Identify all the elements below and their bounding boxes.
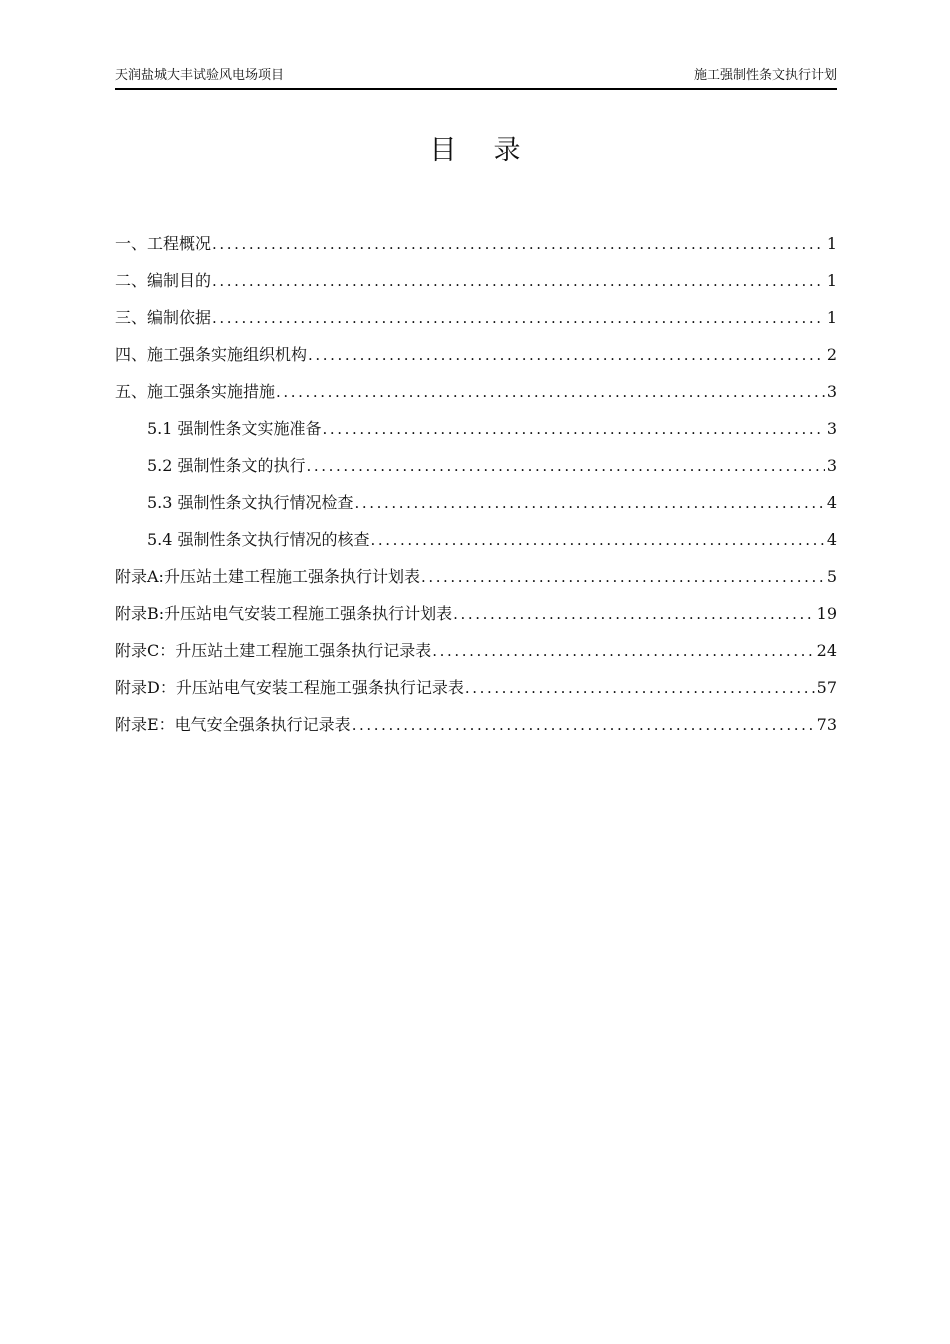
toc-entry[interactable] xyxy=(115,341,837,378)
toc-title: 目录 xyxy=(429,135,558,166)
toc-dot-leader xyxy=(211,230,825,258)
toc-entry-label: 附录E：电气安全强条执行记录表 xyxy=(115,715,351,734)
toc-entry-page-number: 4 xyxy=(826,493,837,512)
toc-entry-label: 五、施工强条实施措施 xyxy=(115,382,276,401)
toc-entry-label: 5.1 强制性条文实施准备 xyxy=(147,419,322,438)
toc-entry-page-number: 1 xyxy=(826,234,837,253)
toc-entry[interactable] xyxy=(115,489,837,526)
toc-dot-leader xyxy=(351,711,815,739)
toc-dot-leader xyxy=(431,637,814,665)
toc-entry-page-number: 1 xyxy=(826,308,837,327)
toc-dot-leader xyxy=(306,452,825,480)
toc-entry[interactable] xyxy=(115,563,837,600)
toc-entry-page-number: 57 xyxy=(816,678,837,697)
toc-entry-page-number: 4 xyxy=(826,530,837,549)
header-document-name: 施工强制性条文执行计划 xyxy=(693,68,837,83)
page-header xyxy=(115,66,837,90)
toc-dot-leader xyxy=(307,341,825,369)
toc-entry-page-number: 3 xyxy=(826,382,837,401)
toc-entry-label: 四、施工强条实施组织机构 xyxy=(115,345,308,364)
toc-entry-label: 5.4 强制性条文执行情况的核查 xyxy=(147,530,370,549)
toc-entry-label: 附录C：升压站土建工程施工强条执行记录表 xyxy=(115,641,432,660)
toc-entry-label: 三、编制依据 xyxy=(115,308,212,327)
toc-entry-page-number: 19 xyxy=(816,604,837,623)
toc-entry-page-number: 1 xyxy=(826,271,837,290)
toc-entry-label: 附录A:升压站土建工程施工强条执行计划表 xyxy=(115,567,420,586)
toc-entry-label: 二、编制目的 xyxy=(115,271,212,290)
header-project-name: 天润盐城大丰试验风电场项目 xyxy=(115,68,285,83)
toc-dot-leader xyxy=(464,674,815,702)
toc-dot-leader xyxy=(354,489,825,517)
toc-entry[interactable] xyxy=(115,415,837,452)
table-of-contents xyxy=(115,230,837,748)
toc-entry[interactable] xyxy=(115,674,837,711)
toc-entry[interactable] xyxy=(115,267,837,304)
toc-entry-page-number: 73 xyxy=(816,715,837,734)
toc-entry-label: 附录B:升压站电气安装工程施工强条执行计划表 xyxy=(115,604,453,623)
toc-entry[interactable] xyxy=(115,378,837,415)
toc-entry[interactable] xyxy=(115,452,837,489)
toc-entry[interactable] xyxy=(115,230,837,267)
toc-entry[interactable] xyxy=(115,600,837,637)
toc-dot-leader xyxy=(211,267,825,295)
toc-entry[interactable] xyxy=(115,637,837,674)
toc-entry-page-number: 24 xyxy=(816,641,837,660)
toc-dot-leader xyxy=(211,304,825,332)
toc-dot-leader xyxy=(370,526,825,554)
toc-entry-page-number: 2 xyxy=(826,345,837,364)
toc-entry-label: 5.2 强制性条文的执行 xyxy=(147,456,306,475)
toc-entry-label: 一、工程概况 xyxy=(115,234,212,253)
toc-dot-leader xyxy=(452,600,814,628)
toc-entry-label: 附录D：升压站电气安装工程施工强条执行记录表 xyxy=(115,678,464,697)
toc-dot-leader xyxy=(420,563,825,591)
toc-entry-page-number: 3 xyxy=(826,456,837,475)
toc-dot-leader xyxy=(275,378,825,406)
toc-entry-page-number: 5 xyxy=(826,567,837,586)
toc-entry-label: 5.3 强制性条文执行情况检查 xyxy=(147,493,354,512)
toc-entry[interactable] xyxy=(115,711,837,748)
toc-entry[interactable] xyxy=(115,304,837,341)
toc-dot-leader xyxy=(322,415,825,443)
toc-entry[interactable] xyxy=(115,526,837,563)
toc-entry-page-number: 3 xyxy=(826,419,837,438)
